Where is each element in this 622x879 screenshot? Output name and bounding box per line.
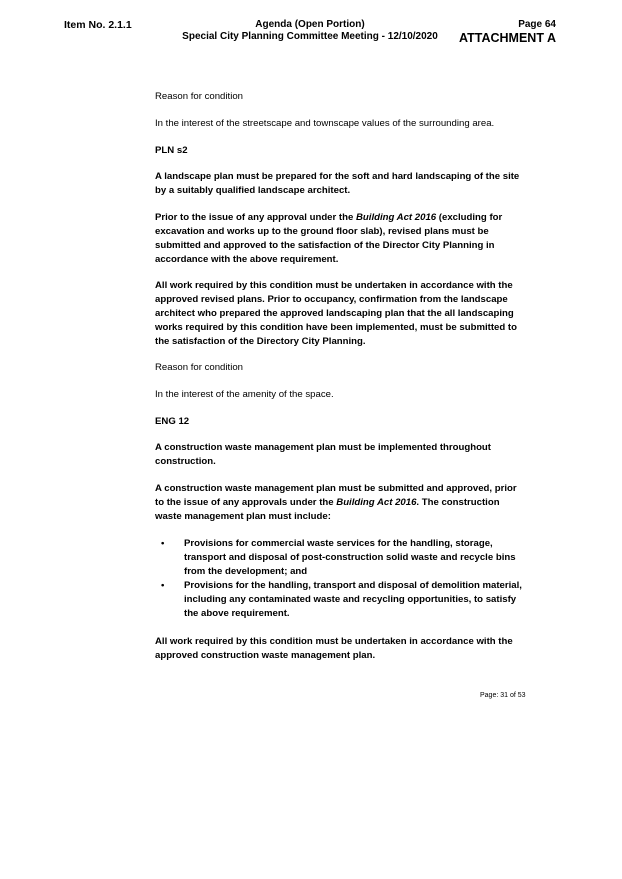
page-footer: Page: 31 of 53 xyxy=(480,692,526,699)
pln-paragraph-3: All work required by this condition must be undertaken in accordance with the approved revised plans. Prior to occupancy, confirmation from the landscape architect who prepared the approved landscaping plan that the all landscaping works required by this condition have been implemented, must be submitted to the satisfaction of the Directory City Planning. xyxy=(155,280,517,347)
eng-p2-start: A construction waste management plan must be submitted and approved, prior to the issue of any approvals under the xyxy=(155,483,517,508)
eng-heading: ENG 12 xyxy=(155,416,190,427)
agenda-title: Agenda (Open Portion) xyxy=(255,19,365,30)
reason-text-2: In the interest of the amenity of the space. xyxy=(155,389,334,400)
item-number: Item No. 2.1.1 xyxy=(64,19,132,31)
agenda-header xyxy=(160,19,460,43)
page-header xyxy=(459,19,556,45)
meeting-title: Special City Planning Committee Meeting - 12/10/2020 xyxy=(182,31,438,42)
pln-paragraph-2 xyxy=(155,211,527,267)
list-item xyxy=(155,537,527,579)
reason-text-1: In the interest of the streetscape and townscape values of the surrounding area. xyxy=(155,118,495,129)
list-item-text: Provisions for the handling, transport and disposal of demolition material, including any contaminated waste and recycling opportunities, to satisfy the above requirement. xyxy=(184,580,522,619)
pln-p2-end: (excluding for excavation and works up to the ground floor slab), revised plans must be submitted and approved to the satisfaction of the Director City Planning in accordance with the above requirement. xyxy=(155,212,503,265)
attachment-label: ATTACHMENT A xyxy=(459,31,556,45)
eng-paragraph-3: All work required by this condition must be undertaken in accordance with the approved construction waste management plan. xyxy=(155,636,513,661)
pln-p2-start: Prior to the issue of any approval under the xyxy=(155,212,356,223)
bullet-icon: • xyxy=(161,538,165,549)
eng-paragraph-1: A construction waste management plan must be implemented throughout construction. xyxy=(155,442,491,467)
reason-label-2: Reason for condition xyxy=(155,362,243,373)
pln-p2-act: Building Act 2016 xyxy=(355,212,437,223)
eng-paragraph-2 xyxy=(155,482,527,524)
pln-paragraph-1: A landscape plan must be prepared for the soft and hard landscaping of the site by a suitably qualified landscape architect. xyxy=(155,171,520,196)
bullet-icon: • xyxy=(161,580,165,591)
pln-heading: PLN s2 xyxy=(155,145,188,156)
page-number: Page 64 xyxy=(518,19,556,30)
list-item xyxy=(155,579,527,621)
eng-p2-act: Building Act 2016 xyxy=(336,497,417,508)
eng-p2-end: . The construction waste management plan must include: xyxy=(155,497,500,522)
requirements-list xyxy=(155,537,527,621)
reason-label-1: Reason for condition xyxy=(155,91,243,102)
list-item-text: Provisions for commercial waste services for the handling, storage, transport and disposal of post-construction solid waste and recycle bins from the development; and xyxy=(184,538,516,577)
